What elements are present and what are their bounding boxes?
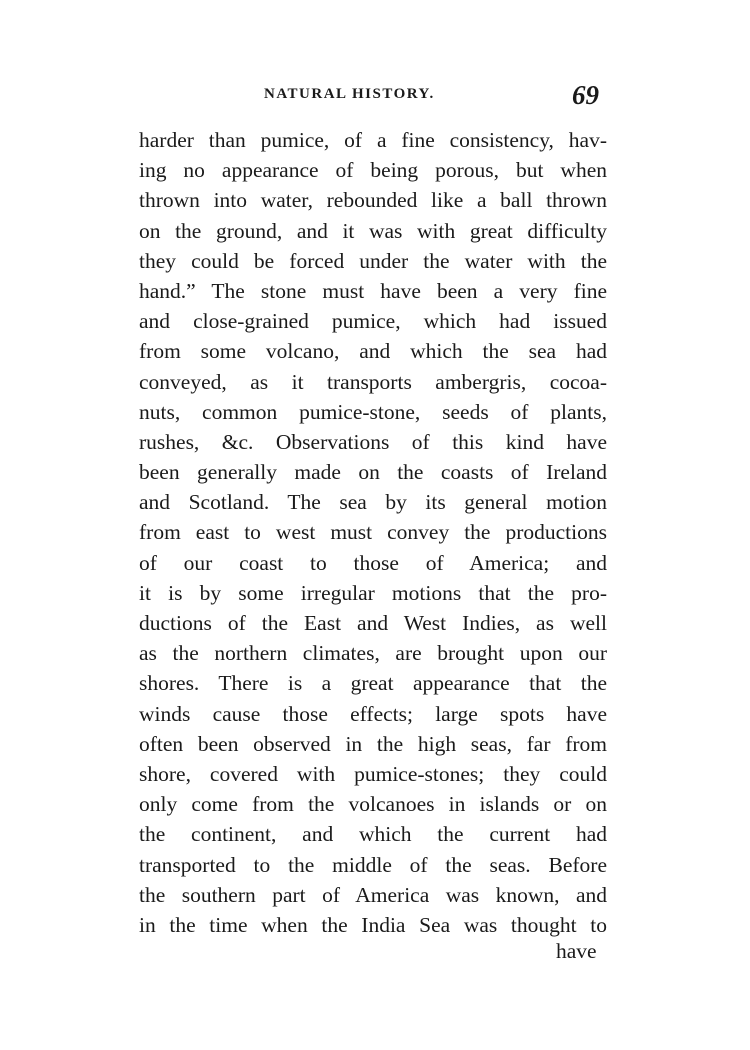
text-line: shore, covered with pumice-stones; they could	[139, 761, 607, 786]
text-line: and Scotland. The sea by its general motion	[139, 490, 607, 515]
text-line: nuts, common pumice-stone, seeds of plants,	[139, 399, 607, 424]
text-line: it is by some irregular motions that the pro-	[139, 580, 607, 605]
text-line: shores. There is a great appearance that the	[139, 671, 607, 696]
body-text	[139, 125, 607, 940]
text-line: transported to the middle of the seas. Before	[139, 852, 607, 877]
text-line: of our coast to those of America; and	[139, 550, 607, 575]
text-line: only come from the volcanoes in islands or on	[139, 792, 607, 817]
text-line: often been observed in the high seas, far from	[139, 731, 607, 756]
text-line: on the ground, and it was with great difficulty	[139, 218, 607, 243]
text-line: thrown into water, rebounded like a ball thrown	[139, 188, 607, 213]
text-line: from some volcano, and which the sea had	[139, 339, 607, 364]
text-line: rushes, &c. Observations of this kind have	[139, 429, 607, 454]
text-line: in the time when the India Sea was thought to	[139, 912, 607, 937]
page-number: 69	[572, 80, 599, 110]
catchword: have	[556, 939, 597, 963]
running-title: NATURAL HISTORY.	[264, 86, 435, 102]
text-line: they could be forced under the water with the	[139, 248, 607, 273]
text-line: from east to west must convey the productions	[139, 520, 607, 545]
text-line: as the northern climates, are brought upon our	[139, 641, 607, 666]
text-line: the continent, and which the current had	[139, 822, 607, 847]
text-line: ductions of the East and West Indies, as well	[139, 611, 607, 635]
text-line: ing no appearance of being porous, but when	[139, 158, 607, 183]
text-line: conveyed, as it transports ambergris, cocoa-	[139, 369, 607, 394]
text-line: and close-grained pumice, which had issued	[139, 309, 607, 334]
text-line: the southern part of America was known, and	[139, 882, 607, 907]
text-line: harder than pumice, of a fine consistency, hav-	[139, 128, 607, 152]
text-line: winds cause those effects; large spots have	[139, 701, 607, 726]
text-line: been generally made on the coasts of Ireland	[139, 460, 607, 485]
text-line: hand.” The stone must have been a very fine	[139, 278, 607, 303]
